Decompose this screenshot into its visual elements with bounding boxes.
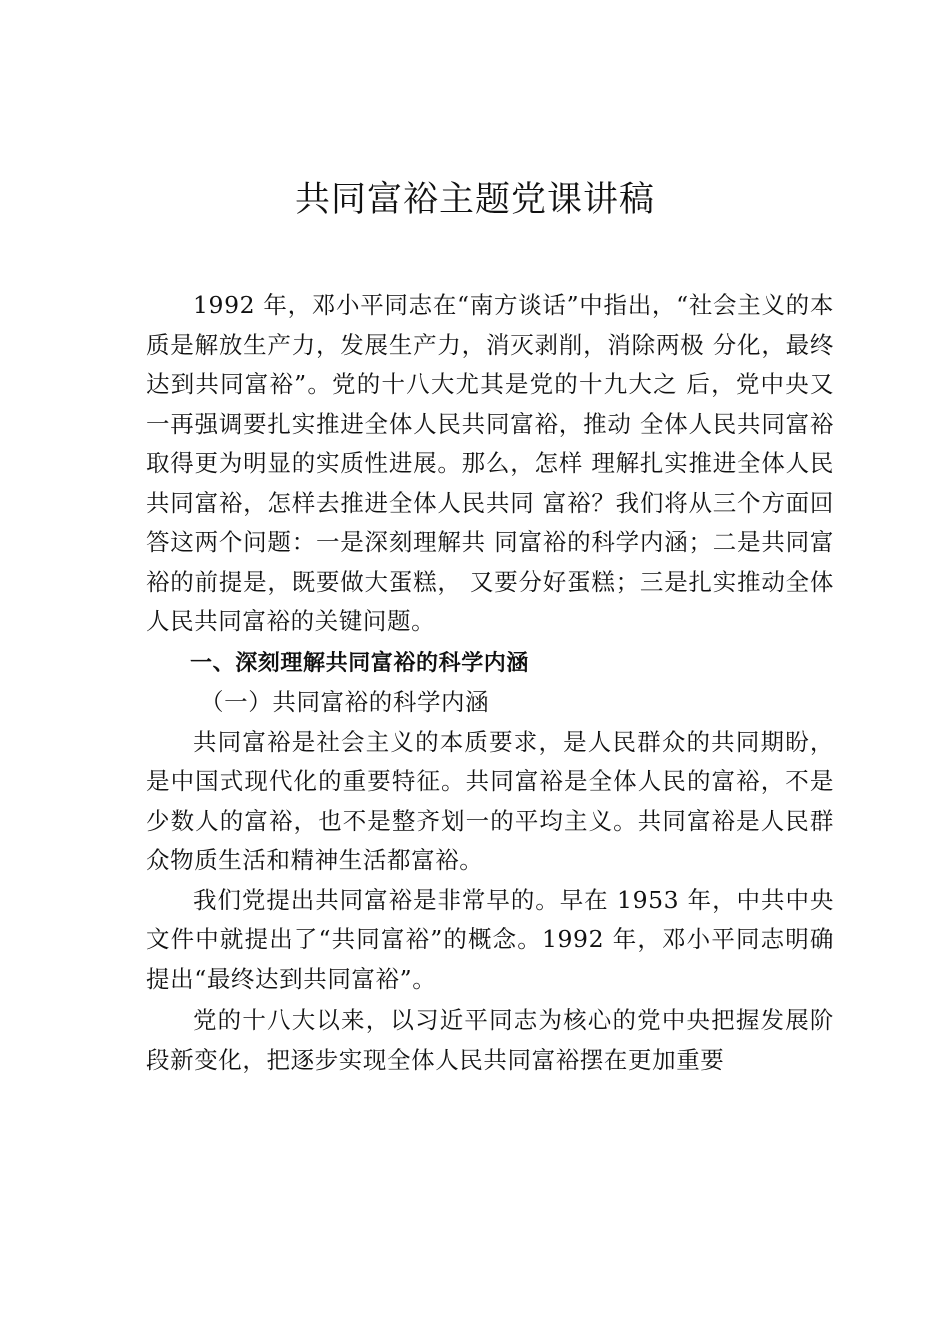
subsection-heading-1: （一）共同富裕的科学内涵 — [200, 688, 490, 716]
body-paragraph-3: 党的十八大以来，以习近平同志为核心的党中央把握发展阶段新变化，把逐步实现全体人民共同富裕摆在更加重要 — [146, 1006, 834, 1074]
section-heading-1: 一、深刻理解共同富裕的科学内涵 — [190, 650, 530, 676]
body-paragraph-2: 我们党提出共同富裕是非常早的。早在 1953 年，中共中央文件中就提出了“共同富裕”的概念。1992 年，邓小平同志明确提出“最终达到共同富裕”。 — [146, 885, 834, 993]
body-paragraph-1: 共同富裕是社会主义的本质要求，是人民群众的共同期盼，是中国式现代化的重要特征。共同富裕是全体人民的富裕，不是少数人的富裕，也不是整齐划一的平均主义。共同富裕是人民群众物质生活和精神生活都富裕。 — [146, 727, 834, 874]
intro-paragraph: 1992 年，邓小平同志在“南方谈话”中指出，“社会主义的本质是解放生产力，发展生产力，消灭剥削，消除两极 分化，最终达到共同富裕”。党的十八大尤其是党的十九大之 后，党中央又一再强调要扎实推进全体人民共同富裕，推动 全体人民共同富裕取得更为明显的实质性进展。那么，怎样 理解扎实推进全体人民共同富裕，怎样去推进全体人民共同 富裕？我们将从三个方面回答这两个问题：一是深刻理解共 同富裕的科学内涵；二是共同富裕的前提是，既要做大蛋糕， 又要分好蛋糕；三是扎实推动全体人民共同富裕的关键问题。 — [146, 291, 834, 635]
document-title: 共同富裕主题党课讲稿 — [294, 180, 655, 220]
document-body — [146, 286, 834, 1080]
